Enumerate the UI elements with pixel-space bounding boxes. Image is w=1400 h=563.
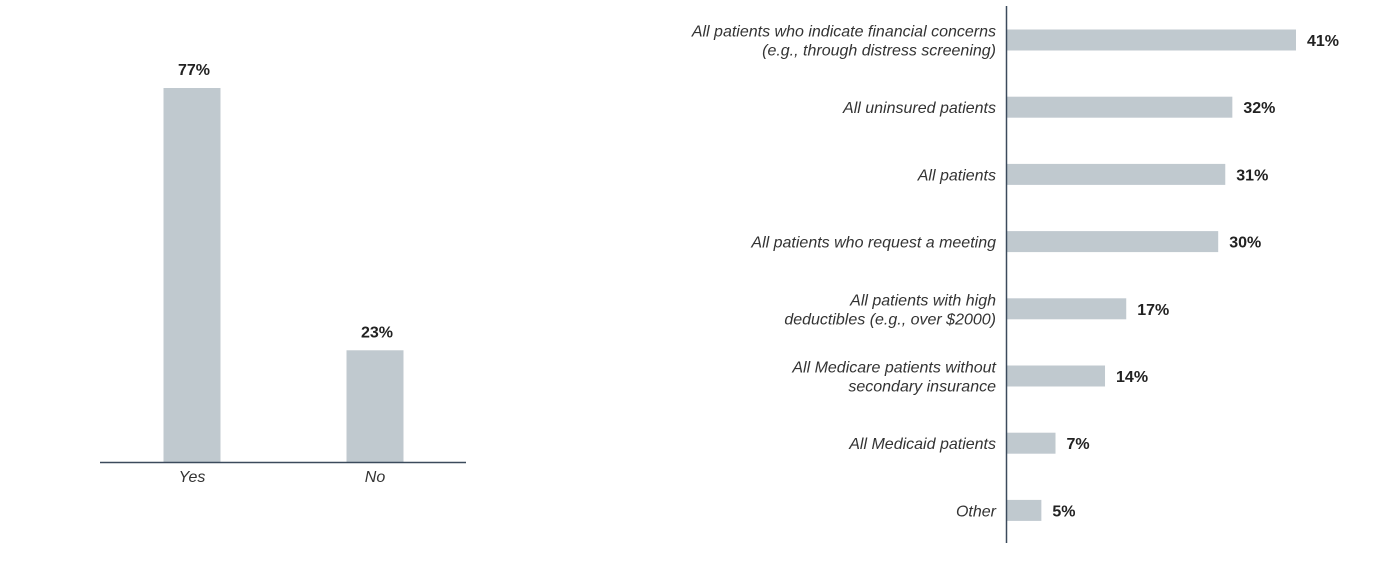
category-label-all-uninsured-patients: All uninsured patients bbox=[843, 100, 996, 118]
category-label-other: Other bbox=[955, 503, 996, 521]
value-label-all-patients: 31% bbox=[1236, 167, 1269, 185]
bar-all-uninsured-patients bbox=[1006, 97, 1232, 118]
category-label-all-patients: All patients bbox=[917, 167, 996, 185]
value-label-other: 5% bbox=[1052, 503, 1076, 521]
value-label-all-medicare-patients-without-secondary-: 14% bbox=[1116, 369, 1149, 386]
value-label-yes: 77% bbox=[177, 62, 211, 79]
bar-all-patients-who-request-a-meeting bbox=[1006, 231, 1218, 252]
value-label-all-patients-with-high-deductibles-e-g-o: 17% bbox=[1137, 301, 1170, 319]
category-label-no: No bbox=[364, 469, 386, 486]
patient-group-bar-chart bbox=[691, 6, 1339, 543]
value-label-all-medicaid-patients: 7% bbox=[1066, 436, 1090, 454]
bar-no bbox=[347, 350, 404, 462]
category-label-all-patients-who-request-a-meeting: All patients who request a meeting bbox=[751, 234, 996, 252]
bar-yes bbox=[164, 88, 221, 462]
bar-all-patients bbox=[1006, 164, 1225, 185]
value-label-no: 23% bbox=[360, 324, 394, 342]
category-label-all-patients-with-high-deductibles-e-g-o: All patients with high deductibles (e.g., over $2000) bbox=[784, 292, 996, 329]
value-label-all-patients-who-indicate-financial-conc: 41% bbox=[1307, 33, 1340, 50]
bar-all-patients-who-indicate-financial-conc bbox=[1006, 30, 1296, 51]
bar-all-medicaid-patients bbox=[1006, 433, 1056, 454]
bar-all-medicare-patients-without-secondary- bbox=[1006, 366, 1105, 387]
category-label-all-medicaid-patients: All Medicaid patients bbox=[849, 436, 996, 454]
value-label-all-uninsured-patients: 32% bbox=[1243, 100, 1276, 118]
category-label-all-medicare-patients-without-secondary-: All Medicare patients without secondary insurance bbox=[792, 359, 996, 396]
value-label-all-patients-who-request-a-meeting: 30% bbox=[1229, 234, 1262, 252]
bar-all-patients-with-high-deductibles-e-g-o bbox=[1006, 298, 1126, 319]
category-label-yes: Yes bbox=[178, 469, 206, 486]
yes-no-bar-chart bbox=[100, 62, 466, 486]
bar-other bbox=[1006, 500, 1041, 521]
category-label-all-patients-who-indicate-financial-conc: All patients who indicate financial concerns (e.g., through distress screening) bbox=[691, 23, 996, 60]
